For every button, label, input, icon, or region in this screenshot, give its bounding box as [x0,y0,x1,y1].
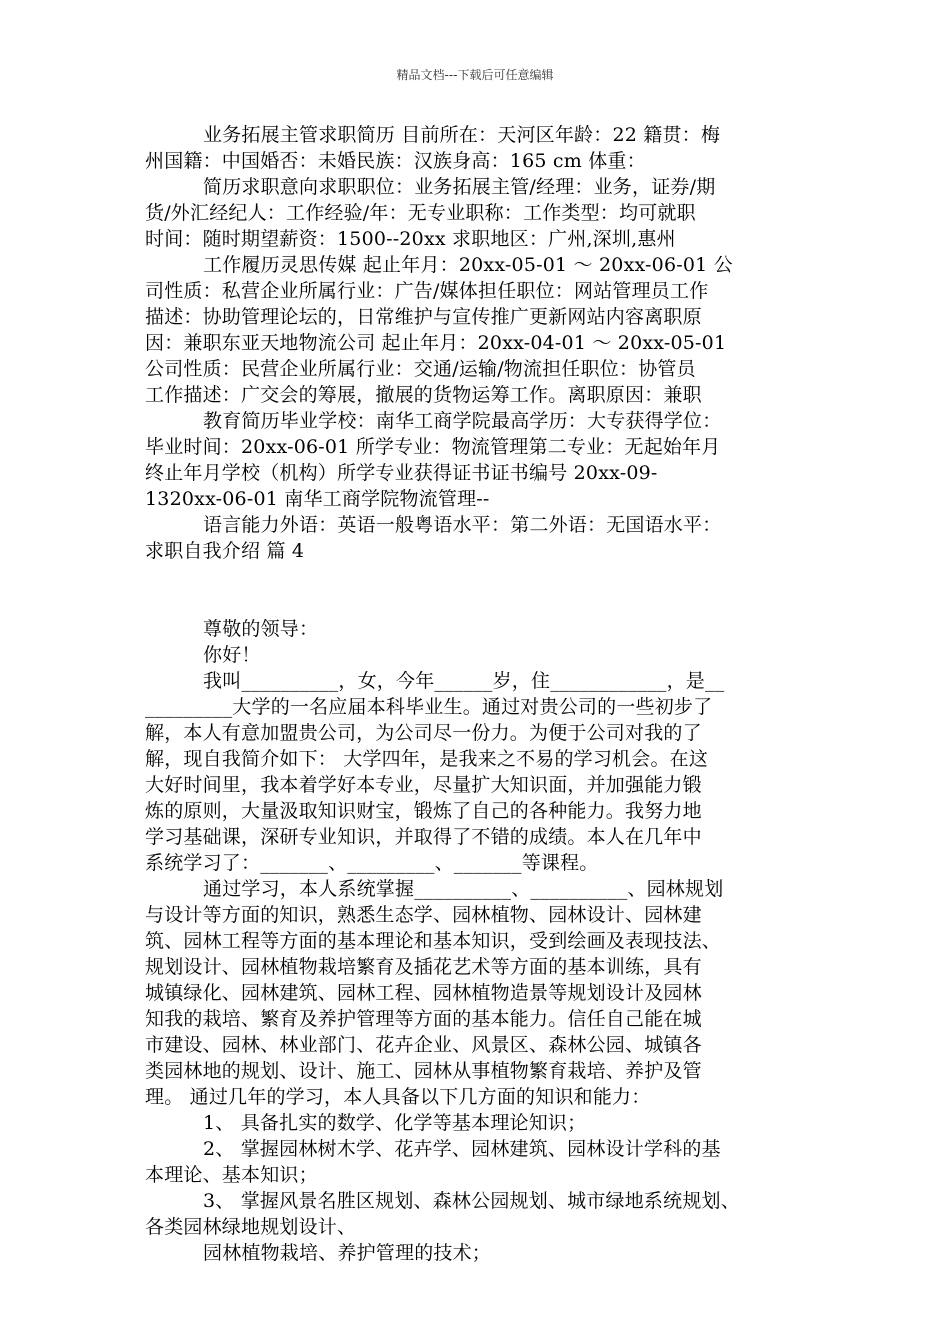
text-line: 城镇绿化、园林建筑、园林工程、园林植物造景等规划设计及园林 [145,982,702,1004]
text-line: 因：兼职东亚天地物流公司 起止年月：20xx-04-01 ～ 20xx-05-01 [145,332,727,354]
text-line: 教育简历毕业学校：南华工商学院最高学历：大专获得学位： [203,410,722,432]
text-line: 毕业时间：20xx-06-01 所学专业：物流管理第二专业：无起始年月 [145,436,721,458]
blank-space [145,564,810,616]
list-item: 2、 掌握园林树木学、花卉学、园林建筑、园林设计学科的基 [203,1138,721,1160]
page-header: 精品文档---下载后可任意编辑 [396,68,554,82]
text-line: 本理论、基本知识； [145,1164,318,1186]
list-item: 1、 具备扎实的数学、化学等基本理论知识； [203,1112,587,1134]
text-line: 大好时间里，我本着学好本专业，尽量扩大知识面，并加强能力锻 [145,774,702,796]
text-line: 理。 通过几年的学习，本人具备以下几方面的知识和能力： [145,1086,651,1108]
text-line: 系统学习了：_______、_________、_______等课程。 [145,852,599,874]
text-line: 知我的栽培、繁育及养护管理等方面的基本能力。信任自己能在城 [145,1008,702,1030]
text-line: 解，现自我简介如下： 大学四年，是我来之不易的学习机会。在这 [145,748,709,770]
text-line: 学习基础课，深研专业知识，并取得了不错的成绩。本人在几年中 [145,826,702,848]
text-line: 工作履历灵思传媒 起止年月：20xx-05-01 ～ 20xx-06-01 公 [203,254,733,276]
text-line: 园林植物栽培、养护管理的技术； [203,1242,492,1264]
text-line: 1320xx-06-01 南华工商学院物流管理-- [145,488,490,510]
text-line: 我叫__________，女，今年______岁，住____________，是__ [203,670,725,692]
text-line: 类园林地的规划、设计、施工、园林从事植物繁育栽培、养护及管 [145,1060,702,1082]
list-item: 3、 掌握风景名胜区规划、森林公园规划、城市绿地系统规划、 [203,1190,740,1212]
text-line: _________大学的一名应届本科毕业生。通过对贵公司的一些初步了 [145,696,713,718]
text-line: 规划设计、园林植物栽培繁育及插花艺术等方面的基本训练，具有 [145,956,702,978]
text-line: 时间：随时期望薪资：1500--20xx 求职地区：广州,深圳,惠州 [145,228,676,250]
text-line: 炼的原则，大量汲取知识财宝，锻炼了自己的各种能力。我努力地 [145,800,702,822]
text-line: 简历求职意向求职职位：业务拓展主管/经理：业务，证券/期 [203,176,716,198]
greeting: 你好！ [203,644,261,666]
text-line: 通过学习，本人系统掌握__________、__________、园林规划 [203,878,724,900]
text-line: 终止年月学校（机构）所学专业获得证书证书编号 20xx-09- [145,462,658,484]
text-line: 与设计等方面的知识，熟悉生态学、园林植物、园林设计、园林建 [145,904,702,926]
text-line: 各类园林绿地规划设计、 [145,1216,357,1238]
document-body [145,122,810,1266]
text-line: 市建设、园林、林业部门、花卉企业、风景区、森林公园、城镇各 [145,1034,702,1056]
text-line: 州国籍：中国婚否：未婚民族：汉族身高：165 cm 体重： [145,150,646,172]
text-line: 筑、园林工程等方面的基本理论和基本知识，受到绘画及表现技法、 [145,930,722,952]
text-line: 描述：协助管理论坛的，日常维护与宣传推广更新网站内容离职原 [145,306,702,328]
text-line: 解，本人有意加盟贵公司，为公司尽一份力。为便于公司对我的了 [145,722,702,744]
text-line: 语言能力外语：英语一般粤语水平：第二外语：无国语水平： [203,514,722,536]
text-line: 公司性质：民营企业所属行业：交通/运输/物流担任职位：协管员 [145,358,696,380]
text-line: 工作描述：广交会的筹展，撤展的货物运筹工作。离职原因：兼职 [145,384,702,406]
text-line: 货/外汇经纪人：工作经验/年：无专业职称：工作类型：均可就职 [145,202,696,224]
section-heading: 求职自我介绍 篇 4 [145,540,305,562]
text-line: 业务拓展主管求职简历 目前所在：天河区年龄：22 籍贯：梅 [203,124,721,146]
salutation: 尊敬的领导： [203,618,319,640]
text-line: 司性质：私营企业所属行业：广告/媒体担任职位：网站管理员工作 [145,280,709,302]
